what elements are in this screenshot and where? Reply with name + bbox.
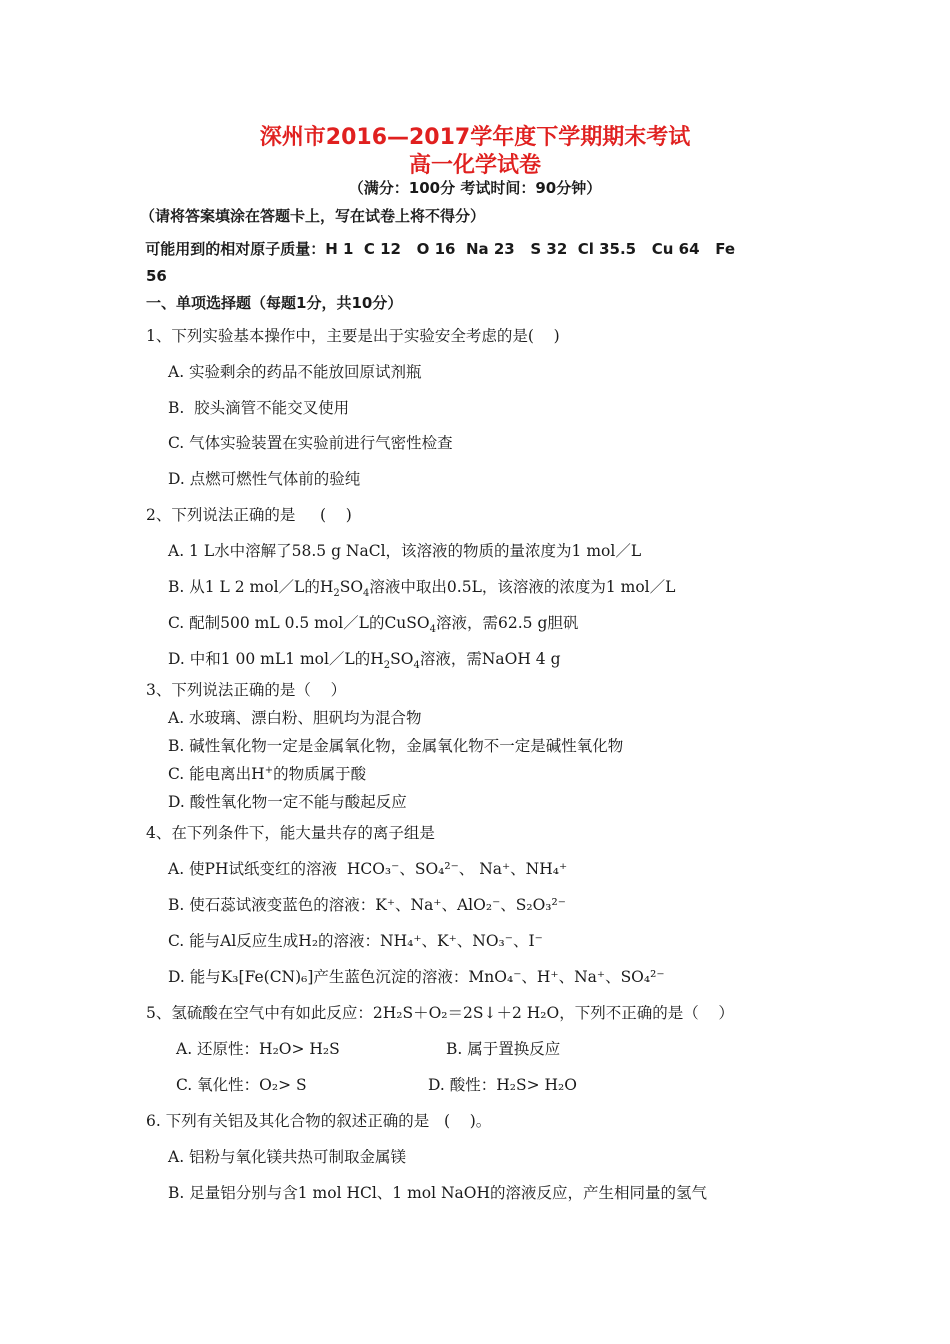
q6-option-a: A. 铝粉与氧化镁共热可制取金属镁 — [168, 1148, 407, 1166]
q4-option-c: C. 能与Al反应生成H₂的溶液：NH₄⁺、K⁺、NO₃⁻、I⁻ — [168, 932, 543, 950]
q6-option-b: B. 足量铝分别与含1 mol HCl、1 mol NaOH的溶液反应，产生相同量的氢气 — [168, 1184, 708, 1202]
atomic-mass-line-2: 56 — [146, 267, 167, 285]
q1-stem: 1、下列实验基本操作中，主要是出于实验安全考虑的是( ) — [146, 327, 560, 345]
atomic-mass-line-1: 可能用到的相对原子质量：H 1 C 12 O 16 Na 23 S 32 Cl 35.5 Cu 64 Fe — [140, 240, 736, 258]
q1-option-c: C. 气体实验装置在实验前进行气密性检查 — [168, 434, 453, 452]
q4-option-a: A. 使PH试纸变红的溶液 HCO₃⁻、SO₄²⁻、 Na⁺、NH₄⁺ — [168, 860, 568, 878]
q1-option-b: B. 胶头滴管不能交叉使用 — [168, 399, 350, 417]
q3-option-d: D. 酸性氧化物一定不能与酸起反应 — [168, 793, 407, 811]
q5-option-b: B. 属于置换反应 — [446, 1040, 561, 1058]
q6-stem: 6. 下列有关铝及其化合物的叙述正确的是 ( )。 — [146, 1112, 492, 1130]
exam-title: 深州市2016—2017学年度下学期期末考试 — [259, 125, 691, 150]
q5-stem: 5、氢硫酸在空气中有如此反应：2H₂S＋O₂＝2S↓＋2 H₂O，下列不正确的是（ ） — [146, 1004, 734, 1022]
q5-option-d: D. 酸性：H₂S> H₂O — [428, 1076, 577, 1094]
q2-option-a: A. 1 L水中溶解了58.5 g NaCl，该溶液的物质的量浓度为1 mol／L — [168, 542, 642, 560]
q5-option-c: C. 氧化性：O₂> S — [176, 1076, 307, 1094]
q2-stem: 2、下列说法正确的是 ( ) — [146, 506, 352, 524]
q3-option-a: A. 水玻璃、漂白粉、胆矾均为混合物 — [168, 709, 422, 727]
q4-stem: 4、在下列条件下，能大量共存的离子组是 — [146, 824, 435, 842]
section-heading: 一、单项选择题（每题1分，共10分） — [146, 294, 403, 312]
q2-option-d: D. 中和1 00 mL1 mol／L的$H_2SO_4$溶液，需NaOH 4 g — [168, 650, 561, 672]
q3-option-b: B. 碱性氧化物一定是金属氧化物，金属氧化物不一定是碱性氧化物 — [168, 737, 624, 755]
answer-notice: （请将答案填涂在答题卡上，写在试卷上将不得分） — [140, 207, 486, 225]
exam-subtitle: 高一化学试卷 — [408, 153, 541, 178]
q4-option-b: B. 使石蕊试液变蓝色的溶液：K⁺、Na⁺、AlO₂⁻、S₂O₃²⁻ — [168, 896, 566, 914]
q5-option-a: A. 还原性：H₂O> H₂S — [176, 1040, 340, 1058]
q1-option-d: D. 点燃可燃性气体前的验纯 — [168, 470, 361, 488]
q3-option-c: C. 能电离出H+的物质属于酸 — [168, 764, 367, 783]
q2-option-b: B. 从1 L 2 mol／L的$H_2SO_4$溶液中取出0.5L，该溶液的浓度为1 mol／L — [168, 578, 676, 600]
q4-option-d: D. 能与K₃[Fe(CN)₆]产生蓝色沉淀的溶液：MnO₄⁻、H⁺、Na⁺、SO₄²⁻ — [168, 968, 665, 986]
q2-option-c: C. 配制500 mL 0.5 mol／L的CuSO$_4$溶液，需62.5 g胆矾 — [168, 614, 579, 636]
q3-stem: 3、下列说法正确的是（ ） — [146, 681, 347, 699]
score-info: （满分：100分 考试时间：90分钟） — [348, 179, 602, 197]
q1-option-a: A. 实验剩余的药品不能放回原试剂瓶 — [168, 363, 422, 381]
